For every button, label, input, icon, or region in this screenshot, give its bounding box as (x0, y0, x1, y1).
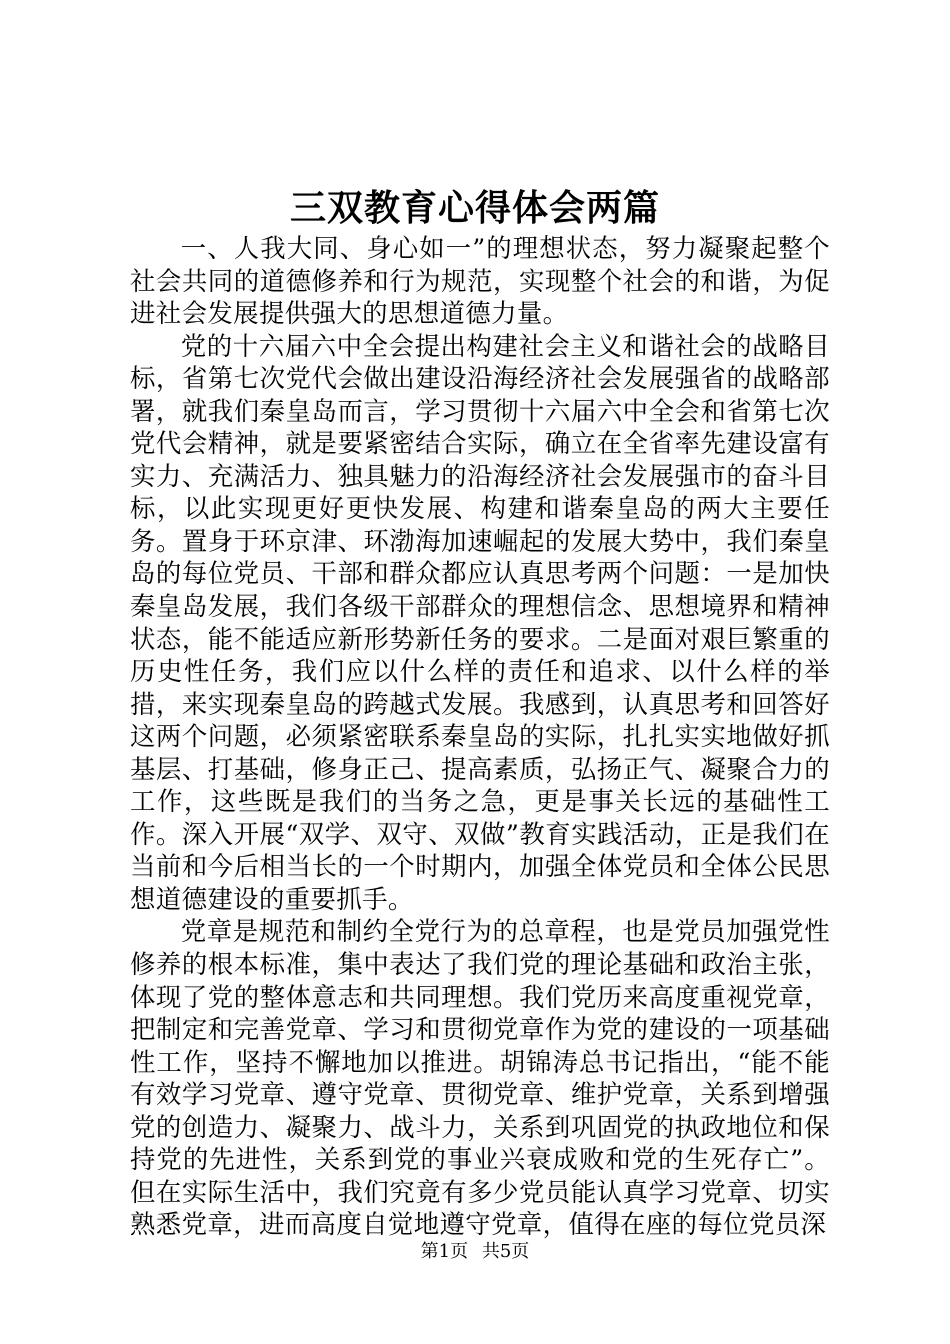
page-total: 共5页 (481, 1241, 530, 1262)
document-title: 三双教育心得体会两篇 (289, 187, 660, 229)
document-body (130, 232, 830, 1241)
paragraph-1: 一、人我大同、身心如一”的理想状态，努力凝聚起整个社会共同的道德修养和行为规范，实现整个社会的和谐，为促进社会发展提供强大的思想道德力量。 (130, 233, 830, 329)
paragraph-3: 党章是规范和制约全党行为的总章程，也是党员加强党性修养的根本标准，集中表达了我们党的理论基础和政治主张，体现了党的整体意志和共同理想。我们党历来高度重视党章，把制定和完善党章、学习和贯彻党章作为党的建设的一项基础性工作，坚持不懈地加以推进。胡锦涛总书记指出，“能不能有效学习党章、遵守党章、贯彻党章、维护党章，关系到增强党的创造力、凝聚力、战斗力，关系到巩固党的执政地位和保持党的先进性，关系到党的事业兴衰成败和党的生死存亡”。但在实际生活中，我们究竟有多少党员能认真学习党章、切实熟悉党章，进而高度自觉地遵守党章，值得在座的每位党员深 (130, 916, 830, 1240)
page-number: 第1页 (420, 1241, 469, 1262)
page-footer (0, 1240, 950, 1264)
paragraph-2: 党的十六届六中全会提出构建社会主义和谐社会的战略目标，省第七次党代会做出建设沿海经济社会发展强省的战略部署，就我们秦皇岛而言，学习贯彻十六届六中全会和省第七次党代会精神，就是要紧密结合实际，确立在全省率先建设富有实力、充满活力、独具魅力的沿海经济社会发展强市的奋斗目标，以此实现更好更快发展、构建和谐秦皇岛的两大主要任务。置身于环京津、环渤海加速崛起的发展大势中，我们秦皇岛的每位党员、干部和群众都应认真思考两个问题：一是加快秦皇岛发展，我们各级干部群众的理想信念、思想境界和精神状态，能不能适应新形势新任务的要求。二是面对艰巨繁重的历史性任务，我们应以什么样的责任和追求、以什么样的举措，来实现秦皇岛的跨越式发展。我感到，认真思考和回答好这两个问题，必须紧密联系秦皇岛的实际，扎扎实实地做好抓基层、打基础，修身正己、提高素质，弘扬正气、凝聚合力的工作，这些既是我们的当务之急，更是事关长远的基础性工作。深入开展“双学、双守、双做”教育实践活动，正是我们在当前和今后相当长的一个时期内，加强全体党员和全体公民思想道德建设的重要抓手。 (130, 330, 830, 914)
